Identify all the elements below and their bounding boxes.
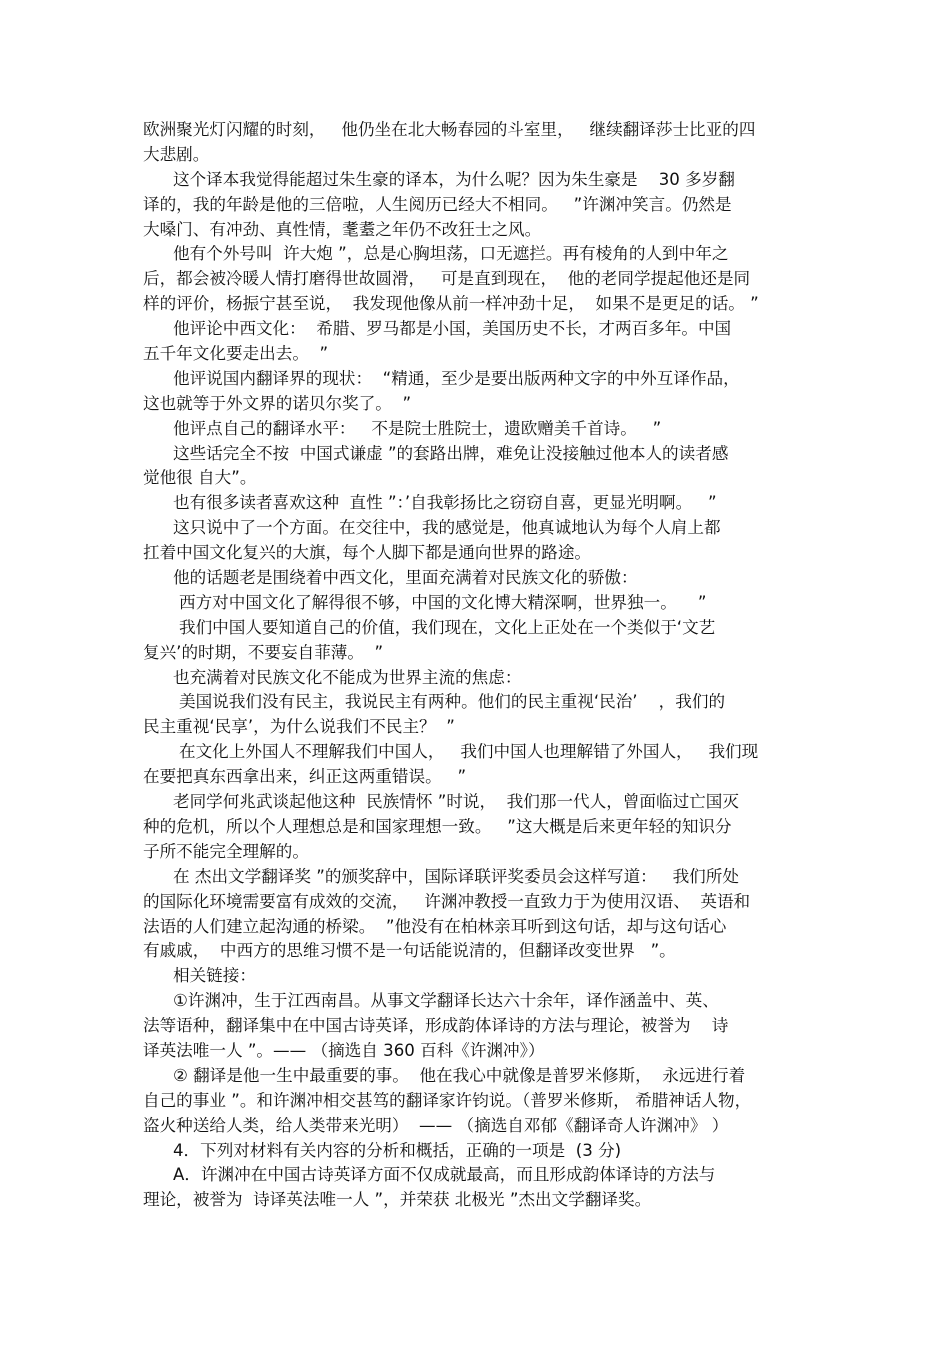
text-line: 我们中国人要知道自己的价值，我们现在，文化上正处在一个类似于‘文艺 bbox=[179, 617, 716, 637]
option-a-continued: 理论，被誉为 诗译英法唯一人 ”，并荣获 北极光 ”杰出文学翻译奖。 bbox=[143, 1190, 652, 1210]
text-line: 他的话题老是围绕着中西文化，里面充满着对民族文化的骄傲： bbox=[173, 568, 638, 588]
text-line: 这个译本我觉得能超过朱生豪的译本，为什么呢？因为朱生豪是 30 多岁翻 bbox=[173, 169, 735, 189]
text-line: 这些话完全不按 中国式谦虚 ”的套路出牌，难免让没接触过他本人的读者感 bbox=[173, 443, 729, 463]
text-line: 西方对中国文化了解得很不够，中国的文化博大精深啊，世界独一。 ” bbox=[179, 592, 707, 612]
text-line: 五千年文化要走出去。 ” bbox=[143, 344, 329, 364]
question-4: 4．下列对材料有关内容的分析和概括，正确的一项是 (3 分) bbox=[173, 1140, 622, 1160]
text-line: 法语的人们建立起沟通的桥梁。 ”他没有在柏林亲耳听到这句话，却与这句话心 bbox=[143, 916, 727, 936]
text-line: 他评论中西文化： 希腊、罗马都是小国，美国历史不长，才两百多年。中国 bbox=[173, 319, 732, 339]
text-line: 法等语种，翻译集中在中国古诗英译，形成韵体译诗的方法与理论，被誉为 诗 bbox=[143, 1016, 729, 1036]
text-line: 译英法唯一人 ”。—— （摘选自 360 百科《许渊冲》） bbox=[143, 1040, 545, 1060]
text-line: 种的危机，所以个人理想总是和国家理想一致。 ”这大概是后来更年轻的知识分 bbox=[143, 816, 732, 836]
text-line: 欧洲聚光灯闪耀的时刻， 他仍坐在北大畅春园的斗室里， 继续翻译莎士比亚的四 bbox=[143, 120, 756, 139]
text-line: 民主重视‘民享’，为什么说我们不民主？ ” bbox=[143, 717, 455, 737]
text-line: 复兴’的时期，不要妄自菲薄。 ” bbox=[143, 642, 384, 662]
text-line: 在文化上外国人不理解我们中国人， 我们中国人也理解错了外国人， 我们现 bbox=[179, 742, 759, 762]
text-line: 自己的事业 ”。和许渊冲相交甚笃的翻译家许钧说。（普罗米修斯， 希腊神话人物， bbox=[143, 1090, 752, 1110]
text-line: 有戚戚， 中西方的思维习惯不是一句话能说清的，但翻译改变世界 ”。 bbox=[143, 941, 676, 961]
text-line: 觉他很 自大”。 bbox=[143, 468, 257, 488]
option-a: A．许渊冲在中国古诗英译方面不仅成就最高，而且形成韵体译诗的方法与 bbox=[173, 1165, 716, 1185]
text-line: 这只说中了一个方面。在交往中，我的感觉是，他真诚地认为每个人肩上都 bbox=[173, 518, 721, 538]
text-line: 的国际化环境需要富有成效的交流， 许渊冲教授一直致力于为使用汉语、 英语和 bbox=[143, 891, 751, 911]
text-line: 在 杰出文学翻译奖 ”的颁奖辞中，国际译联评奖委员会这样写道： 我们所处 bbox=[173, 866, 739, 886]
text-line: 他评说国内翻译界的现状： “精通，至少是要出版两种文字的中外互译作品， bbox=[173, 368, 740, 388]
text-line: 样的评价，杨振宁甚至说， 我发现他像从前一样冲劲十足， 如果不是更足的话。 ” bbox=[143, 294, 759, 314]
related-links-heading: 相关链接： bbox=[173, 966, 256, 986]
text-line: 大嗓门、有冲劲、真性情，耄耋之年仍不改狂士之风。 bbox=[143, 219, 542, 239]
text-line: 盗火种送给人类，给人类带来光明） —— （摘选自邓郁《翻译奇人许渊冲》 ） bbox=[143, 1115, 729, 1135]
text-line: 在要把真东西拿出来，纠正这两重错误。 ” bbox=[143, 767, 467, 787]
text-line: 老同学何兆武谈起他这种 民族情怀 ”时说， 我们那一代人，曾面临过亡国灭 bbox=[173, 792, 739, 812]
text-line: 这也就等于外文界的诺贝尔奖了。 ” bbox=[143, 393, 412, 413]
text-line: 也有很多读者喜欢这种 直性 ”：’自我彰扬比之窃窃自喜，更显光明啊。 ” bbox=[173, 493, 717, 513]
text-line: 美国说我们没有民主，我说民主有两种。他们的民主重视‘民治’ ，我们的 bbox=[179, 692, 726, 712]
document-body bbox=[143, 118, 808, 1213]
text-line: ② 翻译是他一生中最重要的事。 他在我心中就像是普罗米修斯， 永远进行着 bbox=[173, 1065, 746, 1085]
text-line: 扛着中国文化复兴的大旗，每个人脚下都是通向世界的路途。 bbox=[143, 543, 592, 563]
text-line: 子所不能完全理解的。 bbox=[143, 841, 309, 861]
text-line: 也充满着对民族文化不能成为世界主流的焦虑： bbox=[173, 667, 522, 687]
text-line: 他评点自己的翻译水平： 不是院士胜院士，遗欧赠美千首诗。 ” bbox=[173, 418, 662, 438]
text-line: 后，都会被冷暖人情打磨得世故圆滑， 可是直到现在， 他的老同学提起他还是同 bbox=[143, 269, 751, 289]
text-line: 大悲剧。 bbox=[143, 144, 210, 164]
text-line: 译的，我的年龄是他的三倍啦，人生阅历已经大不相同。 ”许渊冲笑言。仍然是 bbox=[143, 194, 732, 214]
text-line: 他有个外号叫 许大炮 ”，总是心胸坦荡，口无遮拦。再有棱角的人到中年之 bbox=[173, 244, 729, 264]
text-line: ①许渊冲，生于江西南昌。从事文学翻译长达六十余年，译作涵盖中、英、 bbox=[173, 991, 719, 1011]
